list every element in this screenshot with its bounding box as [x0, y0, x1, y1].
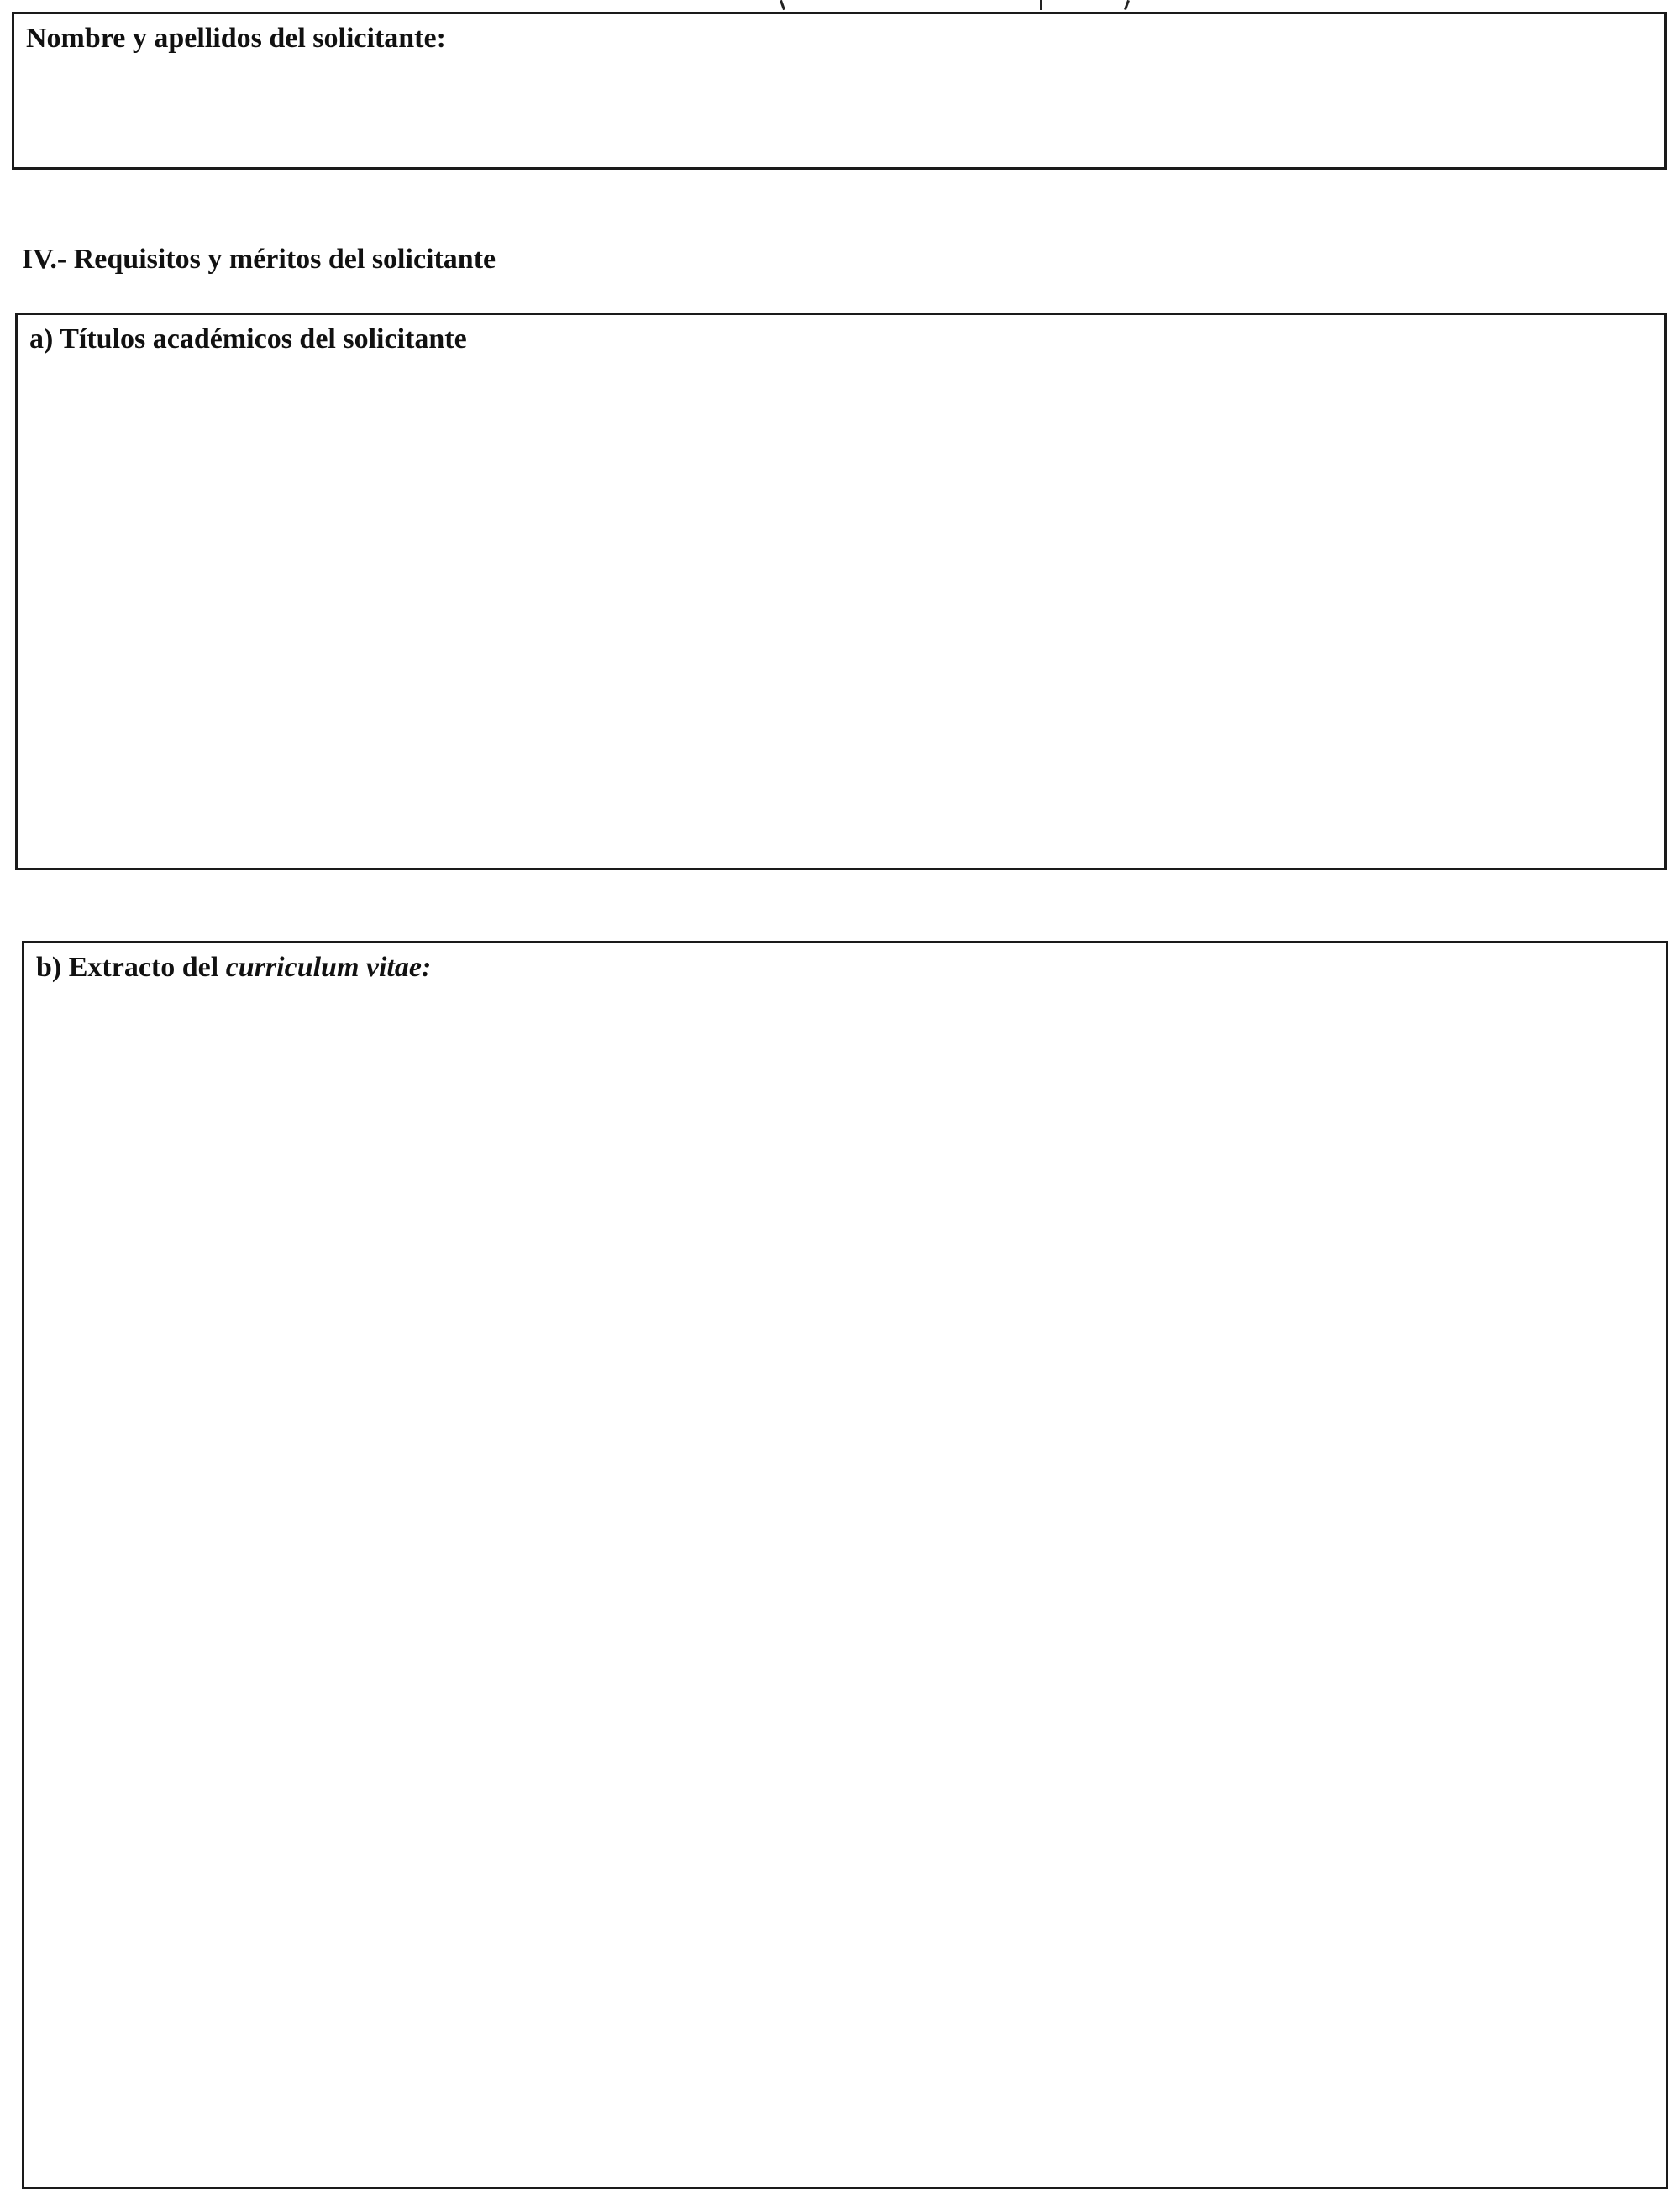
- scan-artifact-mark: [780, 0, 785, 10]
- applicant-name-box: [12, 12, 1667, 170]
- academic-titles-label: a) Títulos académicos del solicitante: [29, 323, 467, 355]
- academic-titles-box: [15, 313, 1667, 870]
- cv-extract-label-prefix: b) Extracto del: [36, 952, 219, 983]
- cv-extract-label-italic: curriculum vitae:: [225, 952, 432, 983]
- scan-artifact-mark: [1124, 0, 1130, 10]
- academic-titles-field[interactable]: [18, 365, 1664, 868]
- cv-extract-label: [36, 952, 431, 984]
- applicant-name-field[interactable]: [14, 65, 1664, 167]
- cv-extract-box: [22, 941, 1668, 2189]
- applicant-name-label: Nombre y apellidos del solicitante:: [26, 23, 446, 54]
- scan-artifact-mark: [1040, 0, 1042, 10]
- cv-extract-field[interactable]: [24, 994, 1666, 2187]
- section-heading: IV.- Requisitos y méritos del solicitante: [22, 244, 496, 275]
